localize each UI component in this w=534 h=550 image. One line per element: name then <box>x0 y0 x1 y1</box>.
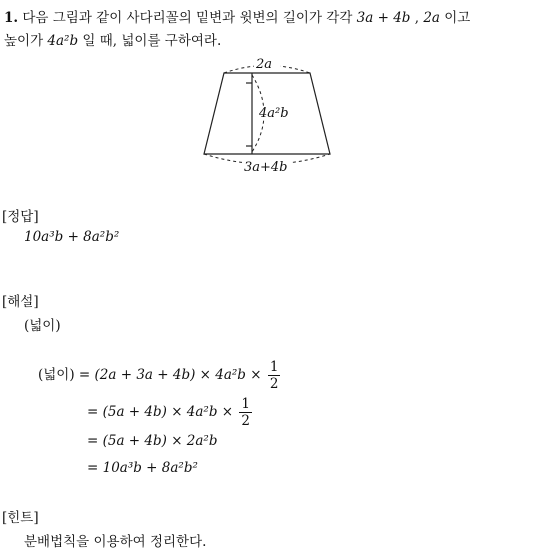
bottom-label: 3a+4b <box>244 160 288 175</box>
problem-text-1: 다음 그림과 같이 사다리꼴의 밑변과 윗변의 길이가 각각 <box>22 10 353 26</box>
base-top-expr: 2a <box>423 10 440 26</box>
fraction-half-2 <box>239 396 252 429</box>
equation-step-3: = (5a + 4b) × 2a²b <box>87 433 218 449</box>
equation-row-1 <box>38 359 282 392</box>
height-expr: 4a²b <box>47 33 79 49</box>
fraction-denominator: 2 <box>241 413 250 429</box>
height-label: 4a²b <box>259 106 289 121</box>
fraction-numerator: 1 <box>241 396 250 412</box>
problem-line-1 <box>4 6 470 26</box>
fraction-half-1 <box>268 359 281 392</box>
answer-header: [정답] <box>2 209 39 225</box>
hint-text: 분배법칙을 이용하여 정리한다. <box>24 534 207 550</box>
equation-lhs: (넓이) <box>38 367 75 383</box>
separator: , <box>410 10 424 26</box>
hint-header: [힌트] <box>2 510 39 526</box>
answer-expr: 10a³b + 8a²b² <box>24 229 120 245</box>
problem-line-2 <box>4 29 221 49</box>
problem-text-2-end: 일 때, 넓이를 구하여라. <box>82 33 222 49</box>
problem-text-1-end: 이고 <box>444 10 471 26</box>
explanation-header: [해설] <box>2 294 39 310</box>
equation-step-1: = (2a + 3a + 4b) × 4a²b × <box>78 367 262 383</box>
equation-step-2: = (5a + 4b) × 4a²b × <box>87 404 234 420</box>
trapezoid-figure <box>196 50 340 178</box>
base-bottom-expr: 3a + 4b <box>356 10 411 26</box>
problem-text-2-start: 높이가 <box>4 33 44 49</box>
equation-row-2 <box>87 396 254 429</box>
fraction-numerator: 1 <box>269 359 279 375</box>
top-label: 2a <box>256 57 273 72</box>
fraction-denominator: 2 <box>269 376 279 392</box>
problem-number: 1. <box>4 10 19 26</box>
area-word: (넓이) <box>24 318 61 334</box>
equation-step-4: = 10a³b + 8a²b² <box>87 460 198 476</box>
